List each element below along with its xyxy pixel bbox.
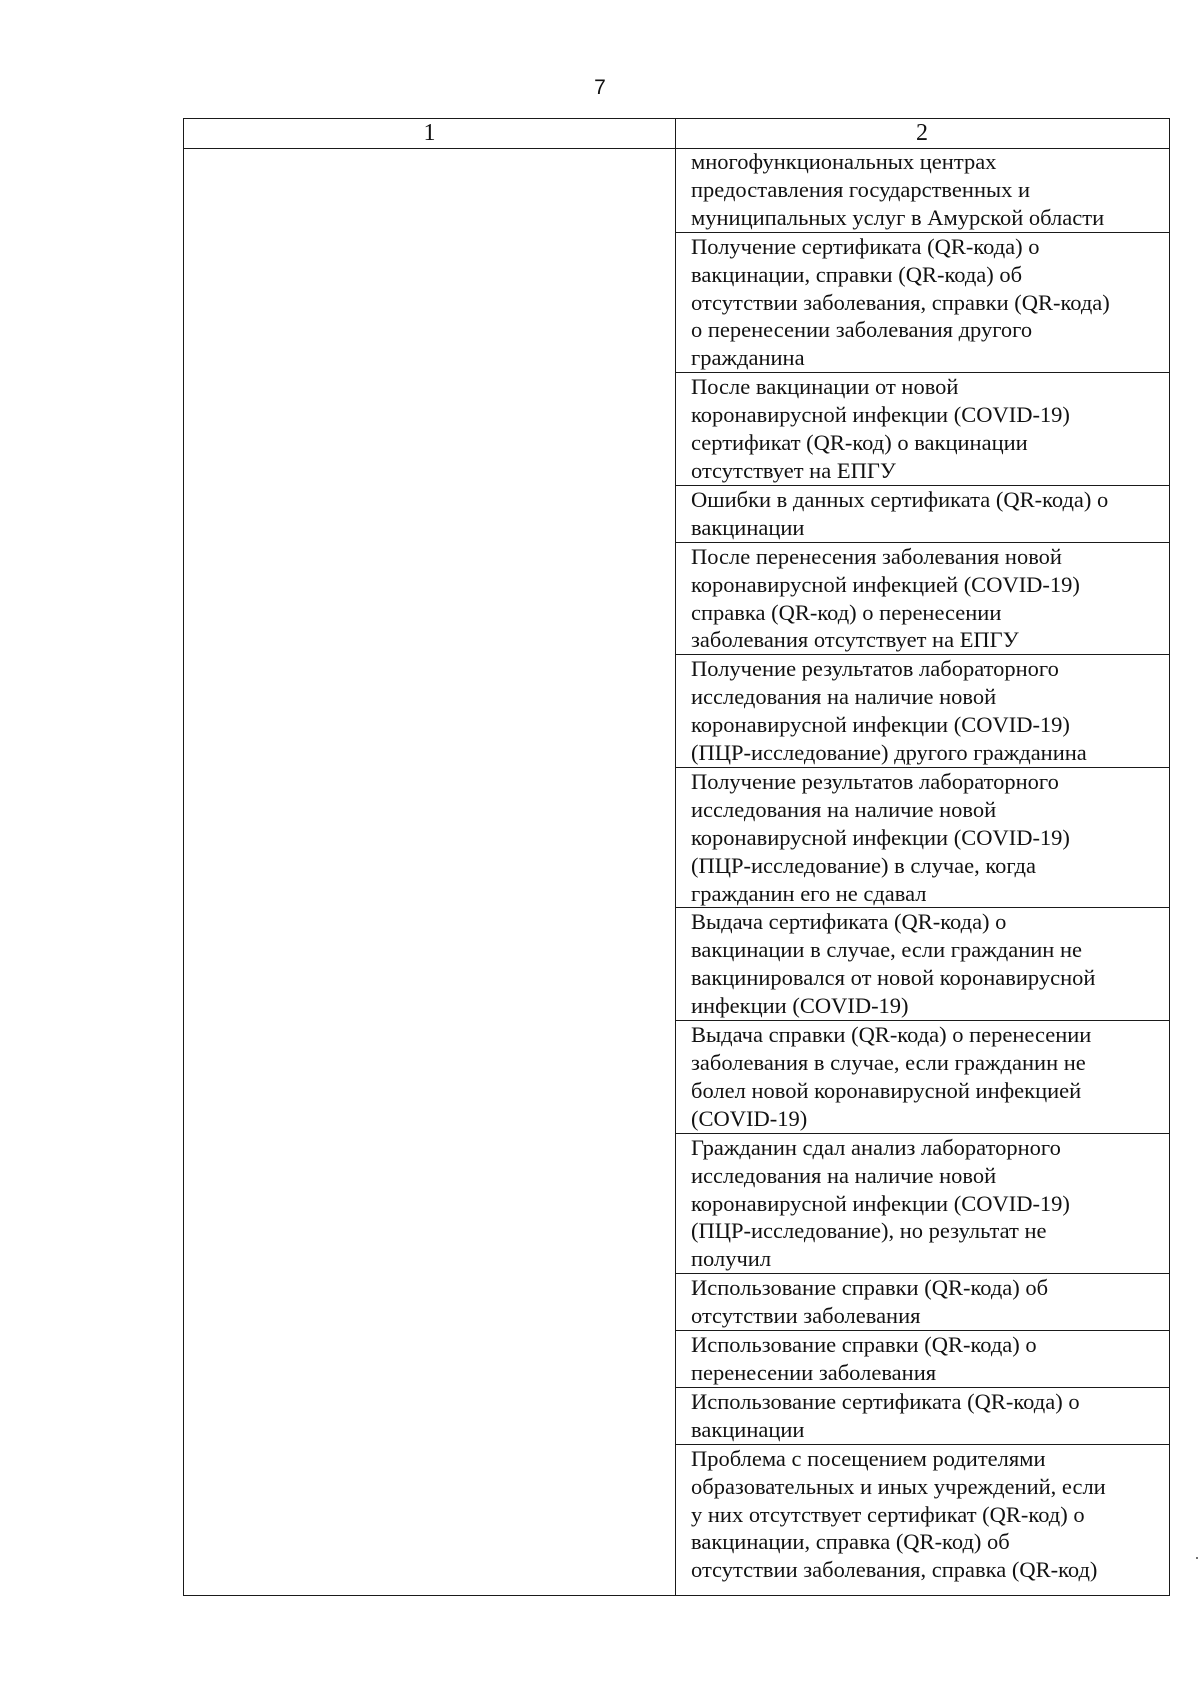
cell-text-line: Выдача сертификата (QR-кода) о: [691, 909, 1007, 935]
cell-text-line: заболевания в случае, если гражданин не: [691, 1050, 1086, 1075]
cell-text-line: отсутствует на ЕПГУ: [691, 457, 896, 483]
cell-text-line: (ПЦР-исследование) в случае, когда: [691, 852, 1036, 878]
cell-text-line: образовательных и иных учреждений, если: [691, 1473, 1106, 1499]
cell-text-line: вакцинации в случае, если гражданин не: [691, 937, 1083, 963]
cell-text-line: исследования на наличие новой: [691, 684, 997, 710]
cell-text-line: коронавирусной инфекции (COVID-19): [691, 712, 1070, 738]
table-cell: [676, 768, 1169, 909]
table-header-row: [184, 119, 1169, 149]
table-cell: [676, 1331, 1169, 1388]
table-cell: [676, 233, 1169, 374]
table-cell: [676, 1445, 1169, 1585]
cell-text-line: перенесении заболевания: [691, 1359, 937, 1385]
table-cell: [676, 373, 1169, 486]
cell-text-line: (ПЦР-исследование), но результат не: [691, 1218, 1047, 1244]
table-cell: [676, 1274, 1169, 1331]
cell-text-line: у них отсутствует сертификат (QR-код) о: [691, 1501, 1085, 1527]
cell-text-line: отсутствии заболевания, справки (QR-кода): [691, 289, 1110, 315]
cell-text-line: сертификат (QR-код) о вакцинации: [691, 430, 1028, 456]
cell-text-line: Использование сертификата (QR-кода) о: [691, 1388, 1080, 1414]
cell-text-line: муниципальных услуг в Амурской области: [691, 204, 1105, 230]
cell-text-line: гражданин его не сдавал: [691, 880, 927, 906]
cell-text-line: отсутствии заболевания, справка (QR-код): [691, 1557, 1098, 1583]
cell-text-line: вакцинации: [691, 514, 805, 540]
cell-text-line: Ошибки в данных сертификата (QR-кода) о: [691, 486, 1109, 512]
cell-text-line: инфекции (COVID-19): [691, 993, 909, 1019]
cell-text-line: многофункциональных центрах: [691, 149, 997, 174]
cell-text-line: Гражданин сдал анализ лабораторного: [691, 1134, 1061, 1160]
cell-text-line: вакцинации, справка (QR-код) об: [691, 1529, 1010, 1555]
cell-text-line: коронавирусной инфекцией (COVID-19): [691, 571, 1080, 597]
cell-text-line: исследования на наличие новой: [691, 796, 997, 822]
cell-text-line: Выдача справки (QR-кода) о перенесении: [691, 1022, 1092, 1048]
scan-speck: [1196, 1557, 1198, 1559]
cell-text-line: Использование справки (QR-кода) о: [691, 1332, 1037, 1358]
cell-text-line: коронавирусной инфекции (COVID-19): [691, 1190, 1070, 1216]
document-table: [183, 118, 1170, 1596]
table-cell: [676, 1134, 1169, 1275]
cell-text-line: исследования на наличие новой: [691, 1162, 997, 1188]
cell-text-line: гражданина: [691, 345, 805, 371]
cell-text-line: вакцинировался от новой коронавирусной: [691, 965, 1096, 991]
column-header-1: 1: [423, 120, 436, 146]
cell-text-line: Использование справки (QR-кода) об: [691, 1275, 1049, 1301]
cell-text-line: Проблема с посещением родителями: [691, 1445, 1046, 1471]
cell-text-line: предоставления государственных и: [691, 176, 1031, 202]
cell-text-line: Получение результатов лабораторного: [691, 656, 1059, 682]
table-cell: [676, 543, 1169, 656]
table-cell: [676, 1021, 1169, 1134]
cell-text-line: болел новой коронавирусной инфекцией: [691, 1077, 1082, 1103]
cell-text-line: отсутствии заболевания: [691, 1303, 921, 1329]
cell-text-line: (ПЦР-исследование) другого гражданина: [691, 740, 1087, 766]
page-number: 7: [594, 76, 606, 99]
cell-text-line: После перенесения заболевания новой: [691, 543, 1062, 569]
table-cell: [676, 486, 1169, 543]
table-cell: [676, 148, 1169, 233]
cell-text-line: Получение результатов лабораторного: [691, 768, 1059, 794]
cell-text-line: коронавирусной инфекции (COVID-19): [691, 402, 1070, 428]
cell-text-line: коронавирусной инфекции (COVID-19): [691, 824, 1070, 850]
column-2-cells: [676, 148, 1169, 1584]
table-cell: [676, 1388, 1169, 1445]
table-cell: [676, 655, 1169, 768]
cell-text-line: о перенесении заболевания другого: [691, 317, 1033, 343]
cell-text-line: справка (QR-код) о перенесении: [691, 599, 1002, 625]
cell-text-line: вакцинации, справки (QR-кода) об: [691, 261, 1023, 287]
table-cell: [676, 908, 1169, 1021]
cell-text-line: заболевания отсутствует на ЕПГУ: [691, 627, 1019, 653]
cell-text-line: получил: [691, 1246, 772, 1272]
cell-text-line: (COVID-19): [691, 1105, 808, 1131]
cell-text-line: вакцинации: [691, 1416, 805, 1442]
cell-text-line: После вакцинации от новой: [691, 374, 959, 400]
cell-text-line: Получение сертификата (QR-кода) о: [691, 233, 1040, 259]
column-header-2: 2: [916, 120, 928, 146]
